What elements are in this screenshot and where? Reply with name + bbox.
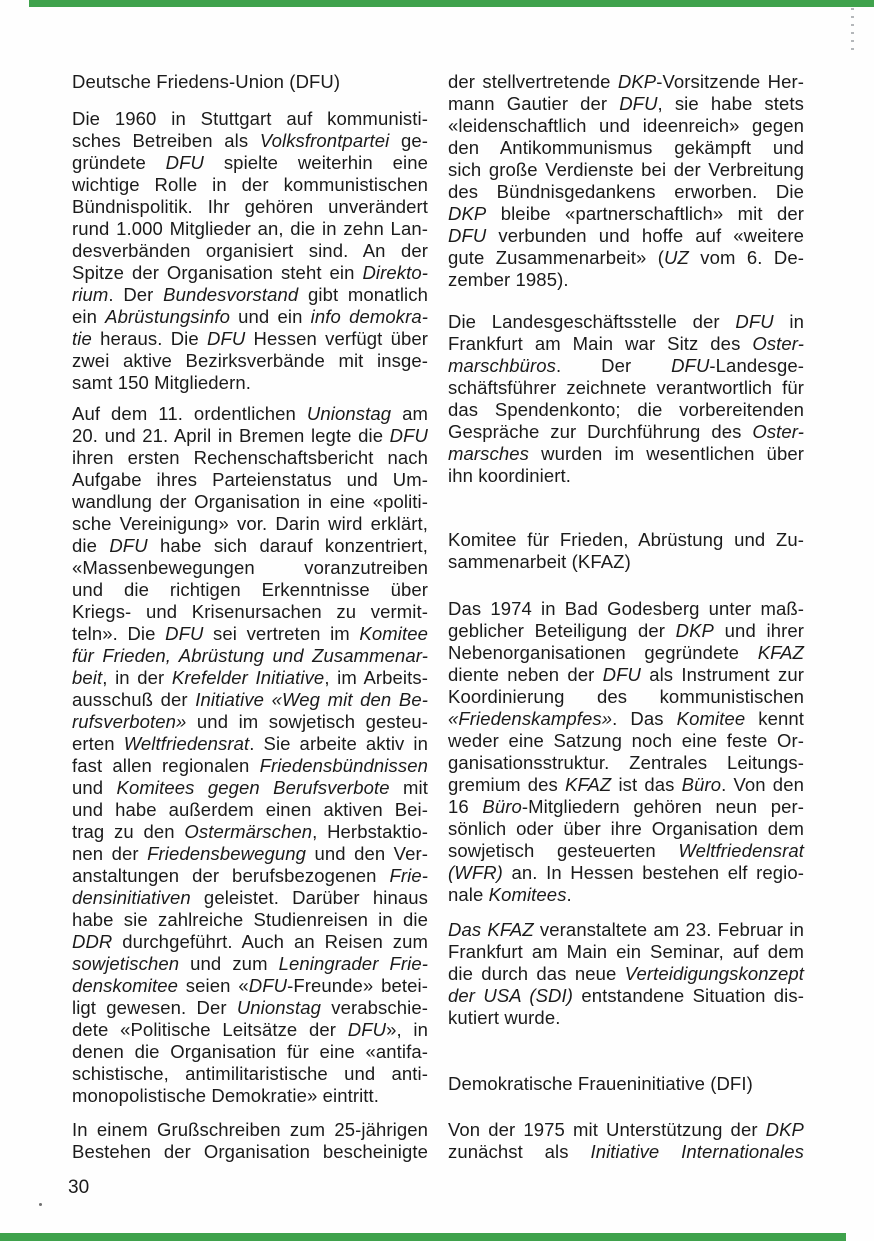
- text-line: «Friedenskampfes». Das Komitee kennt: [448, 708, 805, 729]
- text-line: habe sie zahlreiche Studienreisen in die: [72, 909, 428, 930]
- text-line: der USA (SDI) entstandene Situation dis-: [448, 985, 804, 1006]
- right-paragraph-4: [448, 919, 804, 1029]
- heading-dfi: [448, 1073, 804, 1095]
- text-line: sowjetischen und zum Leningrader Frie-: [72, 953, 428, 974]
- text-line: rium. Der Bundesvorstand gibt monatlich: [72, 284, 428, 305]
- text-line: zember 1985).: [448, 269, 569, 290]
- left-paragraph-3: [72, 1119, 428, 1163]
- text-line: ganisationsstruktur. Zentrales Leitungs-: [448, 752, 804, 773]
- text-line: des Bündnisgedankens erworben. Die: [448, 181, 804, 202]
- text-line: ihren ersten Rechenschaftsbericht nach: [72, 447, 428, 468]
- text-line: gute Zusammenarbeit» (UZ vom 6. De-: [448, 247, 804, 268]
- page-number: 30: [68, 1177, 90, 1198]
- text-line: schäftsführer zeichnete verantwortlich für: [448, 377, 804, 398]
- text-line: Das 1974 in Bad Godesberg unter maß-: [448, 598, 804, 619]
- right-paragraph-3: [448, 598, 804, 906]
- text-line: die durch das neue Verteidigungskonzept: [448, 963, 804, 984]
- text-line: und habe außerdem einen aktiven Bei-: [72, 799, 428, 820]
- text-line: trag zu den Ostermärschen, Herbstaktio-: [72, 821, 429, 842]
- text-line: Kriegs- und Krisenursachen zu vermit-: [72, 601, 428, 622]
- text-line: gründete DFU spielte weiterhin eine: [72, 152, 428, 173]
- text-line: dete «Politische Leitsätze der DFU», in: [72, 1019, 429, 1040]
- text-line: sönlich oder über ihre Organisation dem: [448, 818, 804, 839]
- right-paragraph-5: [448, 1119, 804, 1163]
- text-line: wichtige Rolle in der kommunistischen: [72, 174, 428, 195]
- text-line: «Massenbewegungen voranzutreiben: [72, 557, 428, 578]
- text-line: Bestehen der Organisation bescheinigte: [72, 1141, 428, 1162]
- heading-kfaz: [448, 529, 804, 573]
- heading-line: sammenarbeit (KFAZ): [448, 551, 631, 572]
- text-line: denskomitee seien «DFU-Freunde» betei-: [72, 975, 428, 996]
- text-line: densinitiativen geleistet. Darüber hinaus: [72, 887, 428, 908]
- text-line: erten Weltfriedensrat. Sie arbeite aktiv in: [72, 733, 428, 754]
- text-line: teln». Die DFU sei vertreten im Komitee: [72, 623, 428, 644]
- text-line: 16 Büro-Mitgliedern gehören neun per-: [448, 796, 804, 817]
- heading-line: Komitee für Frieden, Abrüstung und Zu-: [448, 529, 804, 550]
- text-line: desverbänden organisiert sind. An der: [72, 240, 428, 261]
- text-line: schistische, antimilitaristische und anti-: [72, 1063, 428, 1084]
- scan-artifact-dots: [851, 8, 854, 50]
- right-paragraph-2: [448, 311, 804, 487]
- left-paragraph-1: [72, 108, 428, 394]
- text-line: Nebenorganisationen gegründete KFAZ: [448, 642, 804, 663]
- scan-artifact-speck: [39, 1203, 42, 1206]
- text-line: rund 1.000 Mitglieder an, die in zehn Lan-: [72, 218, 428, 239]
- left-paragraph-2: [72, 403, 428, 1107]
- green-scan-border-top: [29, 0, 874, 7]
- text-line: anstaltungen der berufsbezogenen Frie-: [72, 865, 428, 886]
- text-line: nen der Friedensbewegung und den Ver-: [72, 843, 428, 864]
- text-line: Die 1960 in Stuttgart auf kommunisti-: [72, 108, 428, 129]
- text-line: Bündnispolitik. Ihr gehören unverändert: [72, 196, 428, 217]
- text-line: marsches wurden im wesentlichen über: [448, 443, 804, 464]
- text-line: Spitze der Organisation steht ein Direkto-: [72, 262, 428, 283]
- heading-dfu: [72, 71, 428, 93]
- text-line: Das KFAZ veranstaltete am 23. Februar in: [448, 919, 804, 940]
- text-line: nale Komitees.: [448, 884, 572, 905]
- text-line: sche Vereinigung» vor. Darin wird erklärt,: [72, 513, 428, 534]
- text-line: Aufgabe ihres Parteienstatus und Um-: [72, 469, 428, 490]
- text-line: gremium des KFAZ ist das Büro. Von den: [448, 774, 804, 795]
- text-line: die DFU habe sich darauf konzentriert,: [72, 535, 428, 556]
- text-line: Die Landesgeschäftsstelle der DFU in: [448, 311, 805, 332]
- text-line: zunächst als Initiative Internationales: [448, 1141, 805, 1162]
- text-line: zwei aktive Bezirksverbände mit insge-: [72, 350, 428, 371]
- text-line: DFU verbunden und hoffe auf «weitere: [448, 225, 804, 246]
- text-line: ausschuß der Initiative «Weg mit den Be-: [72, 689, 428, 710]
- text-line: der stellvertretende DKP-Vorsitzende Her-: [448, 71, 804, 92]
- text-line: beit, in der Krefelder Initiative, im Arbeits-: [72, 667, 428, 688]
- text-line: für Frieden, Abrüstung und Zusammenar-: [72, 645, 428, 666]
- text-line: weder eine Satzung noch eine feste Or-: [448, 730, 804, 751]
- text-line: kutiert wurde.: [448, 1007, 561, 1028]
- text-line: sowjetisch gesteuerten Weltfriedensrat: [448, 840, 804, 861]
- text-line: ligt gewesen. Der Unionstag verabschie-: [72, 997, 428, 1018]
- text-line: ein Abrüstungsinfo und ein info demokra-: [72, 306, 429, 327]
- text-line: rufsverboten» und im sowjetisch gesteu-: [72, 711, 428, 732]
- text-line: sches Betreiben als Volksfrontpartei ge-: [72, 130, 429, 151]
- right-paragraph-1: [448, 71, 804, 291]
- heading-line: Demokratische Fraueninitiative (DFI): [448, 1073, 753, 1094]
- text-line: diente neben der DFU als Instrument zur: [448, 664, 804, 685]
- text-line: samt 150 Mitgliedern.: [72, 372, 251, 393]
- text-line: Gespräche zur Durchführung des Oster-: [448, 421, 804, 442]
- text-line: den Antikommunismus gekämpft und: [448, 137, 804, 158]
- text-line: wandlung der Organisation in eine «politi-: [72, 491, 428, 512]
- text-line: DDR durchgeführt. Auch an Reisen zum: [72, 931, 428, 952]
- text-line: fast allen regionalen Friedensbündnissen: [72, 755, 428, 776]
- text-line: (WFR) an. In Hessen bestehen elf regio-: [448, 862, 804, 883]
- text-line: und Komitees gegen Berufsverbote mit: [72, 777, 428, 798]
- text-line: monopolistische Demokratie» eintritt.: [72, 1085, 380, 1106]
- text-line: denen die Organisation für eine «antifa-: [72, 1041, 428, 1062]
- text-line: 20. und 21. April in Bremen legte die DFU: [72, 425, 428, 446]
- text-line: tie heraus. Die DFU Hessen verfügt über: [72, 328, 428, 349]
- heading-line: Deutsche Friedens-Union (DFU): [72, 71, 341, 92]
- text-line: DKP bleibe «partnerschaftlich» mit der: [448, 203, 804, 224]
- text-line: «leidenschaftlich und ideenreich» gegen: [448, 115, 804, 136]
- text-line: Frankfurt am Main war Sitz des Oster-: [448, 333, 804, 354]
- green-scan-border-bottom: [0, 1233, 846, 1241]
- text-line: Frankfurt am Main ein Seminar, auf dem: [448, 941, 804, 962]
- text-line: und die richtigen Erkenntnisse über: [72, 579, 428, 600]
- text-line: ihn koordiniert.: [448, 465, 571, 486]
- text-line: Koordinierung des kommunistischen: [448, 686, 804, 707]
- text-line: marschbüros. Der DFU-Landesge-: [448, 355, 804, 376]
- text-line: geblicher Beteiligung der DKP und ihrer: [448, 620, 804, 641]
- text-line: Von der 1975 mit Unterstützung der DKP: [448, 1119, 804, 1140]
- text-line: Auf dem 11. ordentlichen Unionstag am: [72, 403, 429, 424]
- text-line: sich große Verdienste bei der Verbreitung: [448, 159, 804, 180]
- text-line: mann Gautier der DFU, sie habe stets: [448, 93, 804, 114]
- text-line: das Spendenkonto; die vorbereitenden: [448, 399, 804, 420]
- text-line: In einem Grußschreiben zum 25-jährigen: [72, 1119, 428, 1140]
